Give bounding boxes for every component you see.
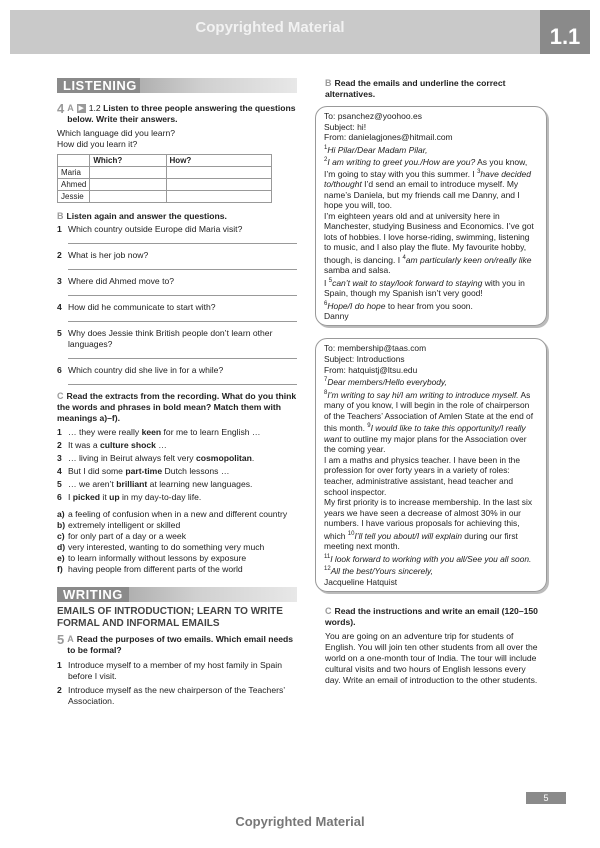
question-item: 5 Why does Jessie think British people don’t learn other languages? — [57, 328, 273, 349]
list-item: f) having people from different parts of the world — [57, 564, 243, 574]
table-row — [58, 191, 272, 203]
part-letter: B — [325, 78, 332, 88]
copyright-watermark-bottom: Copyrighted Material — [235, 814, 365, 829]
exercise-4a — [57, 103, 297, 125]
answer-line[interactable] — [68, 261, 297, 270]
email-paragraph: I $^5$can’t wait to stay/look forward to staying with you in Spain, though my Spanish isn’t very good! — [324, 277, 525, 299]
question-how: How did you learn it? — [57, 139, 138, 149]
list-item: 3 … living in Beirut always felt very cosmopolitan. — [57, 453, 255, 463]
answer-line[interactable] — [68, 287, 297, 296]
extract-list — [57, 427, 297, 503]
table-header: Which? — [90, 155, 166, 167]
unit-tab: 1.1 — [540, 10, 590, 54]
instruction-5c: Read the instructions and write an email (120–150 words). — [325, 606, 538, 628]
list-item: c) for only part of a day or a week — [57, 531, 186, 541]
answer-cell[interactable] — [166, 179, 271, 191]
left-column — [57, 78, 297, 707]
audio-play-icon[interactable]: ▶ — [78, 105, 84, 113]
email-formal — [315, 338, 547, 592]
table-row — [58, 179, 272, 191]
list-item: 2 Introduce myself as the new chairperson of the Teachers’ Association. — [57, 685, 285, 706]
email-greeting: $^1$Hi Pilar/Dear Madam Pilar, — [324, 144, 428, 155]
email-paragraph: $^2$I am writing to greet you./How are you? As you know, I’m going to stay with you this summer. I $^3$have decided to/thought I’d send an email to introduce myself. My name’s Daniela, but my friends call me Danny, and I hope you will, too. — [324, 156, 531, 211]
row-name: Ahmed — [58, 179, 90, 191]
exercise-number: 5 — [57, 632, 65, 647]
instruction-4a: Listen to three people answering the questions below. Write their answers. — [67, 103, 296, 124]
instruction-5a: Read the purposes of two emails. Which email needs to be formal? — [67, 634, 294, 655]
listening-title: LISTENING — [57, 78, 143, 93]
part-letter: B — [57, 211, 64, 221]
email-greeting: $^7$Dear members/Hello everybody, — [324, 377, 447, 388]
row-name: Maria — [58, 167, 90, 179]
part-letter: C — [57, 391, 64, 401]
question-item: 2 What is her job now? — [57, 250, 149, 260]
question-language: Which language did you learn? — [57, 128, 176, 138]
exercise-5a — [57, 634, 297, 656]
list-item: 4 But I did some part-time Dutch lessons … — [57, 466, 230, 476]
copyright-watermark-top: Copyrighted Material — [195, 19, 345, 36]
list-item: e) to learn informally without lessons by exposure — [57, 553, 247, 563]
page-number: 5 — [526, 792, 566, 804]
meaning-list — [57, 509, 297, 575]
list-item: 5 … we aren’t brilliant at learning new languages. — [57, 479, 253, 489]
answer-line[interactable] — [68, 376, 297, 385]
answer-table — [57, 154, 272, 203]
list-item: 1 Introduce myself to a member of my host family in Spain before I visit. — [57, 660, 282, 681]
email-signature: Jacqueline Hatquist — [324, 576, 398, 587]
part-letter: A — [67, 634, 74, 644]
email-from: From: danielagjones@hitmail.com — [324, 132, 453, 142]
answer-cell[interactable] — [166, 167, 271, 179]
part-letter: A — [67, 103, 74, 113]
instruction-4c: Read the extracts from the recording. What do you think the words and phrases in bold mean? Match them with meanings a)–f). — [57, 391, 297, 423]
email-sign-off: $^{12}$All the best/Yours sincerely, — [324, 566, 433, 577]
row-name: Jessie — [58, 191, 90, 203]
question-item: 1 Which country outside Europe did Maria visit? — [57, 224, 243, 234]
answer-cell[interactable] — [90, 179, 166, 191]
email-closing: $^{11}$I look forward to working with you all/See you all soon. — [324, 553, 532, 564]
writing-title: WRITING — [57, 587, 129, 602]
header-gradient-bar — [140, 78, 297, 93]
email-paragraph: $^8$I’m writing to say hi/I am writing to introduce myself. As many of you know, I will begin in the role of chairperson of the Teachers’ Association of Amlen State at the end of this month. $^9$I would like to take this opportunity/I really want to outline my major plans for the Association over the coming year. — [324, 389, 534, 455]
part-letter: C — [325, 606, 332, 617]
email-signature: Danny — [324, 310, 349, 321]
top-banner — [10, 10, 590, 54]
list-item: b) extremely intelligent or skilled — [57, 520, 181, 530]
exercise-number: 4 — [57, 101, 65, 116]
email-subject: Subject: hi! — [324, 121, 367, 132]
answer-cell[interactable] — [90, 167, 166, 179]
list-item: d) very interested, wanting to do something very much — [57, 542, 265, 552]
email-closing: $^6$Hope/I do hope to hear from you soon. — [324, 300, 473, 311]
email-paragraph: I’m eighteen years old and at university here in Manchester, studying Business and Economics. I’ve got lots of hobbies. I love horse-riding, swimming, listening to music, and I also play the flute. My favourite hobby, though, is dancing. I $^4$am particularly keen on/really like samba and salsa. — [324, 210, 534, 276]
question-item: 3 Where did Ahmed move to? — [57, 276, 175, 286]
email-informal — [315, 106, 547, 326]
email-from: From: hatquistj@ltsu.edu — [324, 364, 418, 375]
question-item: 6 Which country did she live in for a while? — [57, 365, 224, 375]
instruction-5b: Read the emails and underline the correct alternatives. — [325, 78, 506, 99]
table-row — [58, 167, 272, 179]
email-subject: Subject: Introductions — [324, 354, 405, 365]
writing-subtitle: EMAILS OF INTRODUCTION; LEARN TO WRITE FORMAL AND INFORMAL EMAILS — [57, 606, 283, 629]
email-paragraph: I am a maths and physics teacher. I have been in the profession for over forty years in a variety of roles: teacher, administrative assistant, head teacher and school inspector. — [324, 454, 520, 497]
writing-header — [57, 587, 297, 602]
list-item: 1 … they were really keen for me to learn English … — [57, 427, 261, 437]
table-header: How? — [166, 155, 271, 167]
answer-cell[interactable] — [166, 191, 271, 203]
question-item: 4 How did he communicate to start with? — [57, 302, 216, 312]
answer-line[interactable] — [68, 313, 297, 322]
email-to: To: membership@taas.com — [324, 343, 427, 354]
answer-cell[interactable] — [90, 191, 166, 203]
email-to: To: psanchez@yoohoo.es — [324, 111, 422, 121]
email-paragraph: My first priority is to increase membership. In the last six years we have seen a decrease of almost 30% in our numbers. I have various proposals for achieving this, which $^{10}$I’ll tell you about/I will explain during our first meeting next month. — [324, 497, 533, 552]
answer-line[interactable] — [68, 235, 297, 244]
track-number: 1.2 — [88, 103, 101, 113]
header-gradient-bar — [129, 587, 297, 602]
list-item: 6 I picked it up in my day-to-day life. — [57, 492, 202, 502]
list-item: a) a feeling of confusion when in a new and different country — [57, 509, 288, 519]
right-column — [325, 78, 543, 686]
listening-header — [57, 78, 297, 93]
instruction-4b: Listen again and answer the questions. — [66, 211, 227, 221]
table-header — [58, 155, 90, 167]
list-item: 2 It was a culture shock … — [57, 440, 167, 450]
task-description: You are going on an adventure trip for students of English. You will join ten other students from all over the world on a one-month tour of India. The tour will include cultural visits and two hours of English lessons every day. Write an email of introduction to the other students. — [325, 631, 538, 686]
answer-line[interactable] — [68, 350, 297, 359]
